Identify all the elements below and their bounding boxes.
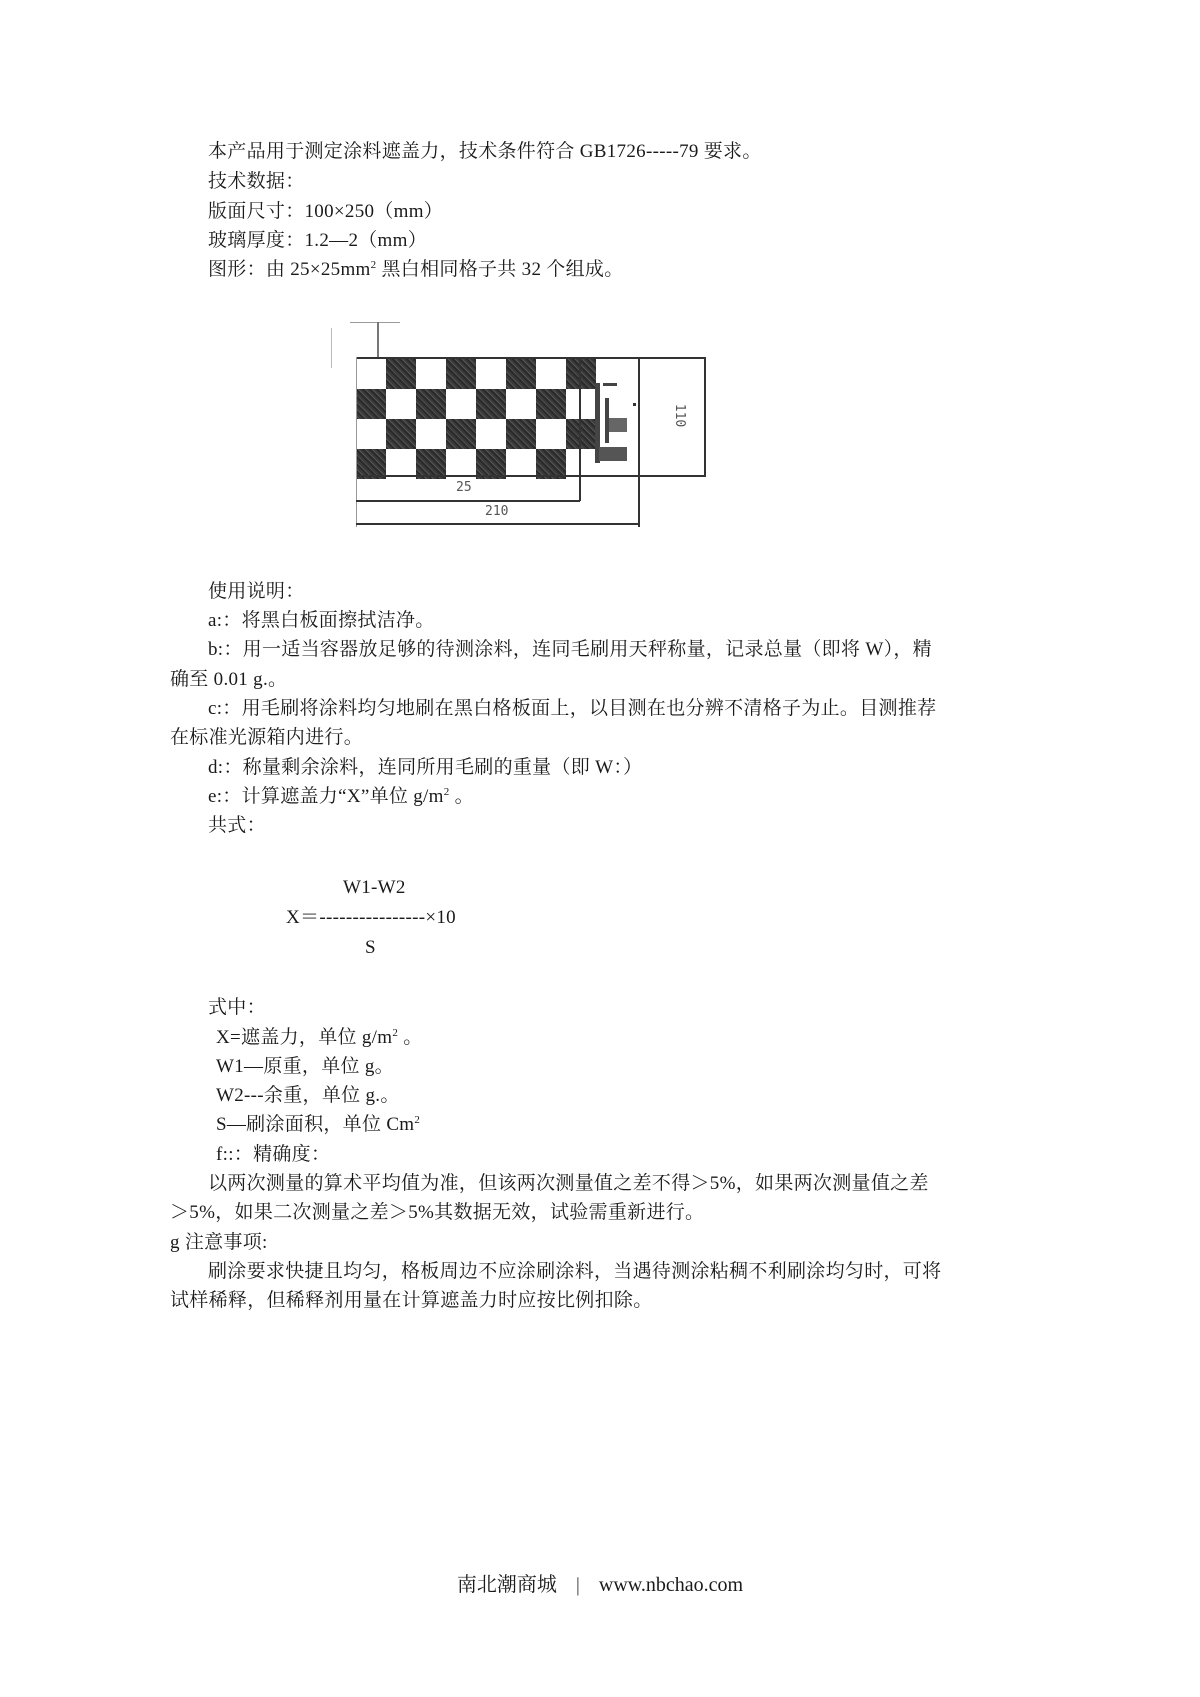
instructions-heading: 使用说明： [208, 581, 305, 602]
step-e-suffix: 。 [449, 786, 474, 807]
notes-heading: g 注意事项: [170, 1232, 268, 1253]
legend-s-sup: 2 [414, 1114, 421, 1126]
formula-heading: 共式： [208, 815, 266, 836]
black-square [566, 359, 596, 389]
black-square [386, 419, 416, 449]
legend-w1: W1—原重，单位 g。 [216, 1056, 394, 1077]
notes-line1: 刷涂要求快捷且均匀，格板周边不应涂刷涂料，当遇待测涂粘稠不利刷涂均匀时，可将 [208, 1261, 942, 1282]
black-square [446, 419, 476, 449]
black-square [356, 389, 386, 419]
step-e-sup: 2 [443, 786, 450, 798]
footer-separator: | [575, 1574, 580, 1596]
checkerboard-diagram [330, 320, 730, 540]
formula-main: X＝----------------×10 [286, 907, 456, 928]
glass-thickness: 玻璃厚度：1.2—2（mm） [208, 230, 428, 251]
emblem-icon [595, 383, 635, 463]
white-square [566, 389, 596, 419]
white-square [536, 359, 566, 389]
legend-heading: 式中： [208, 997, 266, 1018]
step-c-line1: c:：用毛刷将涂料均匀地刷在黑白格板面上，以目测在也分辨不清格子为止。目测推荐 [208, 698, 937, 719]
step-b-line2: 确至 0.01 g.。 [170, 669, 288, 690]
precision-line1: 以两次测量的算术平均值为准，但该两次测量值之差不得＞5%，如果两次测量值之差 [208, 1173, 929, 1194]
left-dim-line [331, 328, 332, 368]
frame-grid-right [579, 357, 581, 501]
legend-s [216, 1113, 420, 1137]
white-square [416, 359, 446, 389]
pattern-sup: 2 [370, 259, 377, 271]
tech-data-heading: 技术数据： [208, 171, 305, 192]
frame-bottom [356, 475, 706, 477]
black-square [476, 389, 506, 419]
white-square [506, 389, 536, 419]
legend-s-prefix: S—刷涂面积，单位 Cm [216, 1114, 415, 1135]
checker-grid [356, 357, 596, 479]
white-square [356, 419, 386, 449]
intro-purpose: 本产品用于测定涂料遮盖力，技术条件符合 GB1726-----79 要求。 [208, 141, 762, 162]
frame-outer-right [704, 357, 706, 477]
pattern-description [208, 258, 624, 282]
legend-x [216, 1026, 423, 1050]
dim-label-25: 25 [456, 480, 472, 495]
dim-line-25 [356, 500, 580, 502]
legend-x-suffix: 。 [398, 1027, 423, 1048]
step-e-prefix: e:：计算遮盖力“X”单位 g/m [208, 786, 444, 807]
white-square [446, 389, 476, 419]
step-c-line2: 在标准光源箱内进行。 [170, 727, 364, 748]
dim-line-210 [356, 523, 639, 525]
footer-url[interactable]: www.nbchao.com [598, 1574, 744, 1596]
black-square [386, 359, 416, 389]
top-dim-line [377, 322, 379, 357]
step-e [208, 785, 474, 809]
white-square [416, 419, 446, 449]
step-d: d:：称量剩余涂料，连同所用毛刷的重量（即 W：） [208, 757, 643, 778]
top-dim-tick [350, 322, 400, 323]
notes-line2: 试样稀释，但稀释剂用量在计算遮盖力时应按比例扣除。 [170, 1290, 653, 1311]
black-square [506, 359, 536, 389]
black-square [416, 389, 446, 419]
legend-x-prefix: X=遮盖力，单位 g/m [216, 1027, 393, 1048]
white-square [386, 389, 416, 419]
white-square [536, 419, 566, 449]
pattern-suffix: 黑白相同格子共 32 个组成。 [376, 259, 624, 280]
dim-label-110: 110 [672, 403, 688, 428]
white-square [356, 359, 386, 389]
black-square [446, 359, 476, 389]
black-square [506, 419, 536, 449]
precision-line2: ＞5%，如果二次测量之差＞5%其数据无效，试验需重新进行。 [170, 1202, 705, 1223]
frame-right-dim [638, 357, 640, 527]
page-footer [0, 1572, 1200, 1598]
formula-denominator: S [365, 937, 376, 958]
legend-f-heading: f::：精确度： [216, 1144, 331, 1165]
frame-left [356, 357, 357, 527]
dim-label-210: 210 [485, 504, 509, 519]
white-square [476, 359, 506, 389]
pattern-prefix: 图形：由 25×25mm [208, 259, 371, 280]
black-square [536, 389, 566, 419]
formula-numerator: W1-W2 [343, 877, 406, 898]
step-b-line1: b:：用一适当容器放足够的待测涂料，连同毛刷用天秤称量，记录总量（即将 W），精 [208, 639, 932, 660]
legend-x-sup: 2 [392, 1027, 399, 1039]
white-square [476, 419, 506, 449]
black-square [566, 419, 596, 449]
footer-site-name: 南北潮商城 [456, 1574, 557, 1596]
board-size: 版面尺寸：100×250（mm） [208, 201, 444, 222]
step-a: a:：将黑白板面擦拭洁净。 [208, 610, 435, 631]
legend-w2: W2---余重，单位 g.。 [216, 1085, 400, 1106]
